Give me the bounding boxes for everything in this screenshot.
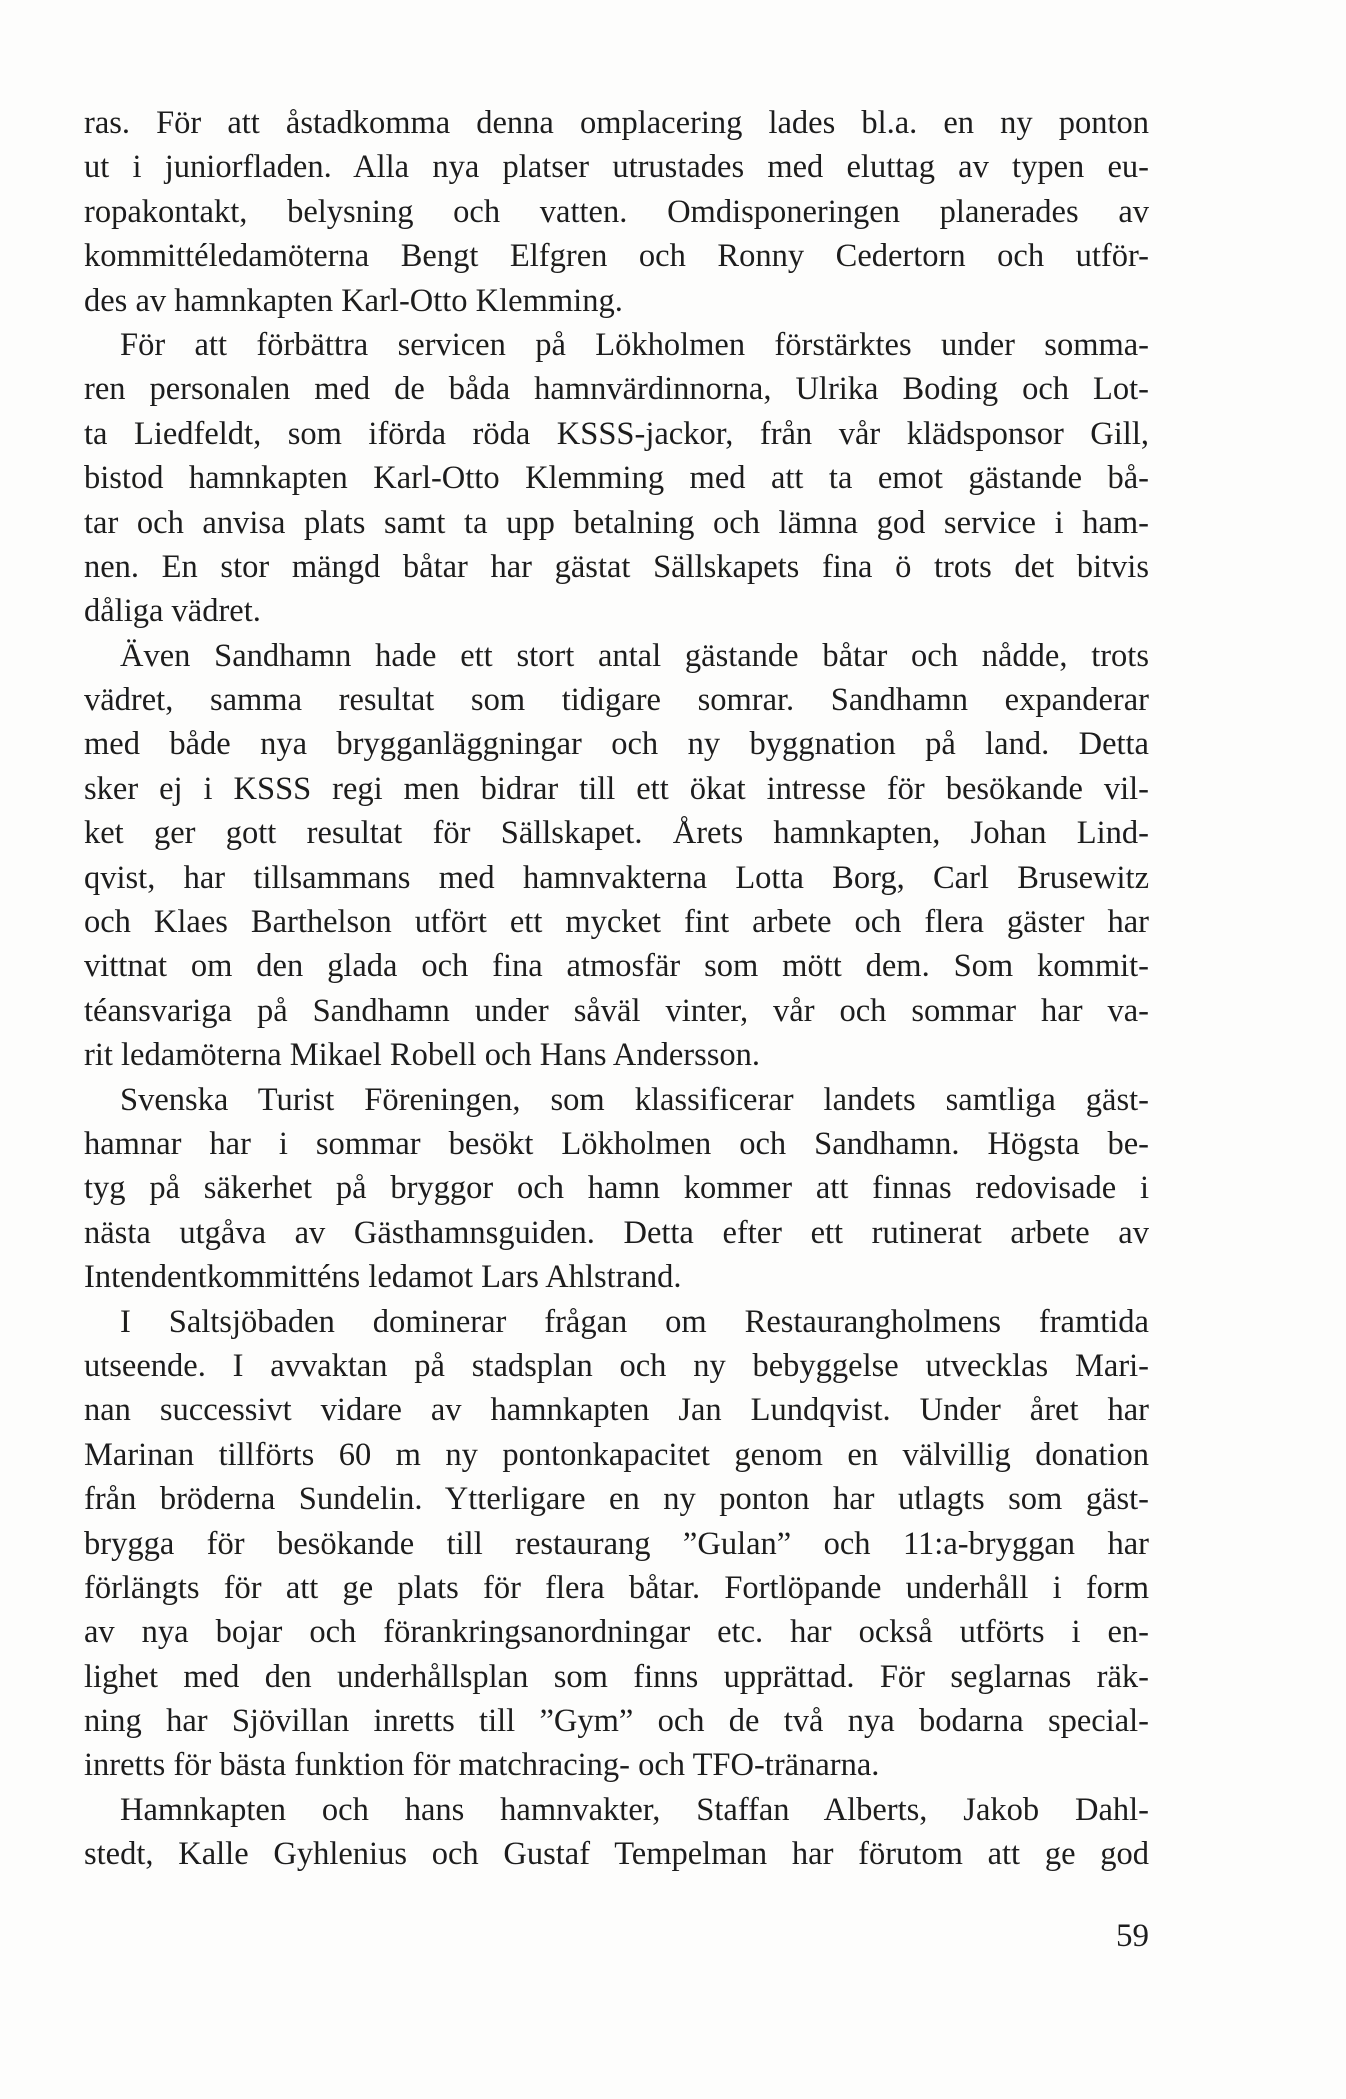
text-line: ning har Sjövillan inretts till ”Gym” och de två nya bodarna special- [84,1703,1149,1740]
body-text [84,101,1149,1877]
text-line: bistod hamnkapten Karl-Otto Klemming med att ta emot gästande bå- [84,460,1149,497]
text-line: lighet med den underhållsplan som finns upprättad. För seglarnas räk- [84,1658,1149,1695]
text-line: nen. En stor mängd båtar har gästat Sällskapets fina ö trots det bitvis [84,548,1149,585]
text-line: förlängts för att ge plats för flera båtar. Fortlöpande underhåll i form [84,1569,1149,1606]
text-line: Även Sandhamn hade ett stort antal gästande båtar och nådde, trots [120,637,1149,674]
text-line: nan successivt vidare av hamnkapten Jan Lundqvist. Under året har [84,1392,1149,1429]
text-line: För att förbättra servicen på Lökholmen förstärktes under somma- [120,326,1149,363]
text-line: Marinan tillförts 60 m ny pontonkapacitet genom en välvillig donation [84,1436,1149,1473]
text-line: kommittéledamöterna Bengt Elfgren och Ronny Cedertorn och utför- [84,238,1149,275]
text-line: ut i juniorfladen. Alla nya platser utrustades med eluttag av typen eu- [84,149,1149,186]
text-line: brygga för besökande till restaurang ”Gulan” och 11:a-bryggan har [84,1525,1149,1562]
text-line: och Klaes Barthelson utfört ett mycket fint arbete och flera gäster har [84,904,1149,941]
text-line: Hamnkapten och hans hamnvakter, Staffan Alberts, Jakob Dahl- [120,1791,1149,1828]
text-line: vittnat om den glada och fina atmosfär som mött dem. Som kommit- [84,948,1149,985]
text-line: inretts för bästa funktion för matchracing- och TFO-tränarna. [84,1747,880,1784]
text-line: dåliga vädret. [84,593,261,630]
text-line: qvist, har tillsammans med hamnvakterna Lotta Borg, Carl Brusewitz [84,859,1149,896]
page-number: 59 [1116,1918,1149,1954]
text-line: Intendentkommitténs ledamot Lars Ahlstrand. [84,1259,682,1296]
text-line: av nya bojar och förankringsanordningar etc. har också utförts i en- [84,1614,1149,1651]
text-line: tyg på säkerhet på bryggor och hamn kommer att finnas redovisade i [84,1170,1149,1207]
text-line: sker ej i KSSS regi men bidrar till ett ökat intresse för besökande vil- [84,770,1149,807]
text-line: tar och anvisa plats samt ta upp betalning och lämna god service i ham- [84,504,1149,541]
text-line: rit ledamöterna Mikael Robell och Hans Andersson. [84,1037,761,1074]
text-line: ropakontakt, belysning och vatten. Omdisponeringen planerades av [84,193,1149,230]
text-line: I Saltsjöbaden dominerar frågan om Restaurangholmens framtida [120,1303,1149,1340]
text-line: vädret, samma resultat som tidigare somrar. Sandhamn expanderar [84,682,1149,719]
text-line: utseende. I avvaktan på stadsplan och ny bebyggelse utvecklas Mari- [84,1347,1149,1384]
text-line: ras. För att åstadkomma denna omplacering lades bl.a. en ny ponton [84,105,1149,141]
text-line: med både nya brygganläggningar och ny byggnation på land. Detta [84,726,1149,763]
text-line: ket ger gott resultat för Sällskapet. Årets hamnkapten, Johan Lind- [84,815,1149,852]
text-line: ta Liedfeldt, som iförda röda KSSS-jackor, från vår klädsponsor Gill, [84,415,1149,452]
text-line: nästa utgåva av Gästhamnsguiden. Detta efter ett rutinerat arbete av [84,1214,1149,1251]
text-line: des av hamnkapten Karl-Otto Klemming. [84,282,623,319]
text-line: Svenska Turist Föreningen, som klassificerar landets samtliga gäst- [120,1081,1149,1118]
text-line: hamnar har i sommar besökt Lökholmen och Sandhamn. Högsta be- [84,1125,1149,1162]
text-line: téansvariga på Sandhamn under såväl vinter, vår och sommar har va- [84,992,1149,1029]
text-line: ren personalen med de båda hamnvärdinnorna, Ulrika Boding och Lot- [84,371,1149,408]
text-line: från bröderna Sundelin. Ytterligare en ny ponton har utlagts som gäst- [84,1481,1149,1518]
text-line: stedt, Kalle Gyhlenius och Gustaf Tempelman har förutom att ge god [84,1836,1149,1873]
